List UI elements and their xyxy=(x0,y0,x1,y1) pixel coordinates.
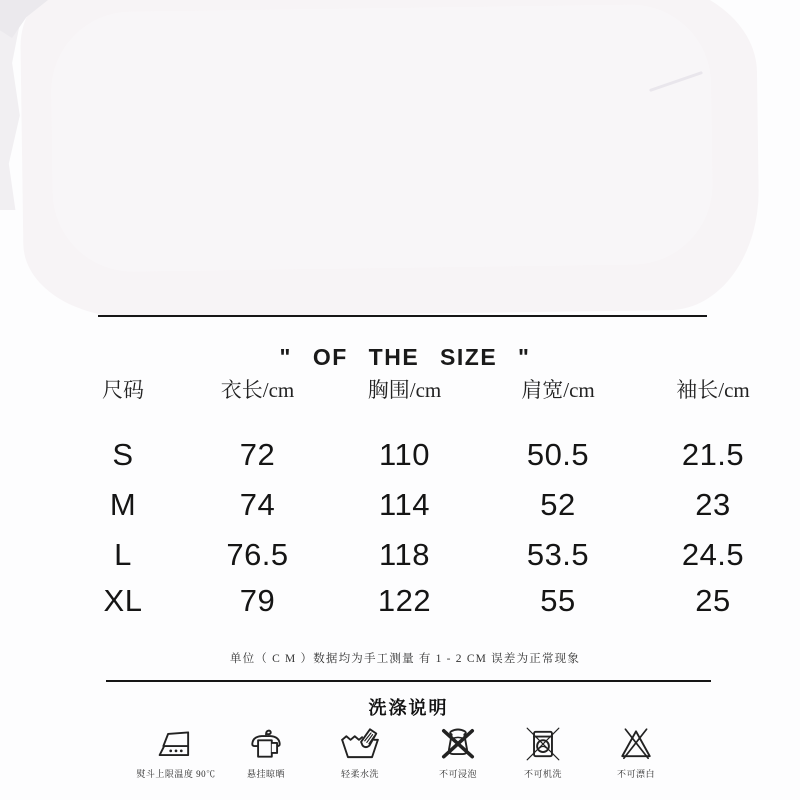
care-label: 不可浸泡 xyxy=(438,769,477,779)
care-label: 不可机洗 xyxy=(523,769,562,779)
cell-length: 79 xyxy=(239,583,276,618)
faded-product-photo xyxy=(20,0,761,319)
col-header-size: 尺码 xyxy=(102,378,144,402)
photo-highlight xyxy=(50,4,714,273)
measurement-tolerance-note: 单位（ C M ）数据均为手工测量 有 1 - 2 CM 误差为正常现象 xyxy=(229,653,581,665)
care-item-iron xyxy=(128,724,224,780)
cell-shoulder: 53.5 xyxy=(526,537,590,572)
care-item-hand-wash xyxy=(312,724,408,780)
wash-instructions-title: 洗涤说明 xyxy=(368,698,449,718)
cell-size: L xyxy=(114,537,132,572)
cell-sleeve: 25 xyxy=(695,583,731,618)
hand-wash-icon xyxy=(339,724,381,764)
divider-bottom xyxy=(106,680,711,682)
cell-shoulder: 55 xyxy=(540,583,576,618)
cell-size: XL xyxy=(103,583,143,618)
col-header-length: 衣长/cm xyxy=(220,378,295,402)
iron-icon xyxy=(157,724,195,764)
care-item-no-machine-wash xyxy=(495,724,591,780)
cell-sleeve: 23 xyxy=(695,487,731,522)
no-soak-icon xyxy=(439,724,477,764)
cell-size: S xyxy=(112,437,134,472)
cell-bust: 114 xyxy=(379,487,430,522)
size-table-header-row xyxy=(60,377,790,403)
care-label: 悬挂晾晒 xyxy=(246,769,285,779)
cell-length: 74 xyxy=(239,487,276,522)
cell-length: 72 xyxy=(239,437,276,472)
cell-sleeve: 24.5 xyxy=(681,537,745,572)
care-label: 轻柔水洗 xyxy=(340,769,379,779)
cell-bust: 122 xyxy=(377,583,432,618)
cell-shoulder: 50.5 xyxy=(526,437,590,472)
table-row-s xyxy=(60,438,790,472)
col-header-sleeve: 袖长/cm xyxy=(676,378,750,402)
cell-sleeve: 21.5 xyxy=(681,437,745,472)
table-row-l xyxy=(60,538,790,572)
no-bleach-icon xyxy=(617,724,655,764)
divider-top xyxy=(98,315,707,317)
care-item-hang-dry xyxy=(218,724,314,780)
care-item-no-bleach xyxy=(588,724,684,780)
hang-dry-icon xyxy=(248,724,284,764)
table-row-xl xyxy=(60,584,790,618)
cell-size: M xyxy=(109,487,137,522)
col-header-shoulder: 肩宽/cm xyxy=(521,378,595,402)
care-label: 不可漂白 xyxy=(616,769,655,779)
cell-shoulder: 52 xyxy=(540,487,576,522)
care-label: 熨斗上限温度 90℃ xyxy=(136,769,216,779)
cell-bust: 118 xyxy=(379,537,430,572)
care-item-no-soak xyxy=(410,724,506,780)
cell-length: 76.5 xyxy=(226,537,289,572)
table-row-m xyxy=(60,488,790,522)
col-header-bust: 胸围/cm xyxy=(367,378,442,402)
no-machine-wash-icon xyxy=(524,724,562,764)
cell-bust: 110 xyxy=(379,437,430,472)
size-table-title: " OF THE SIZE " xyxy=(279,344,531,370)
